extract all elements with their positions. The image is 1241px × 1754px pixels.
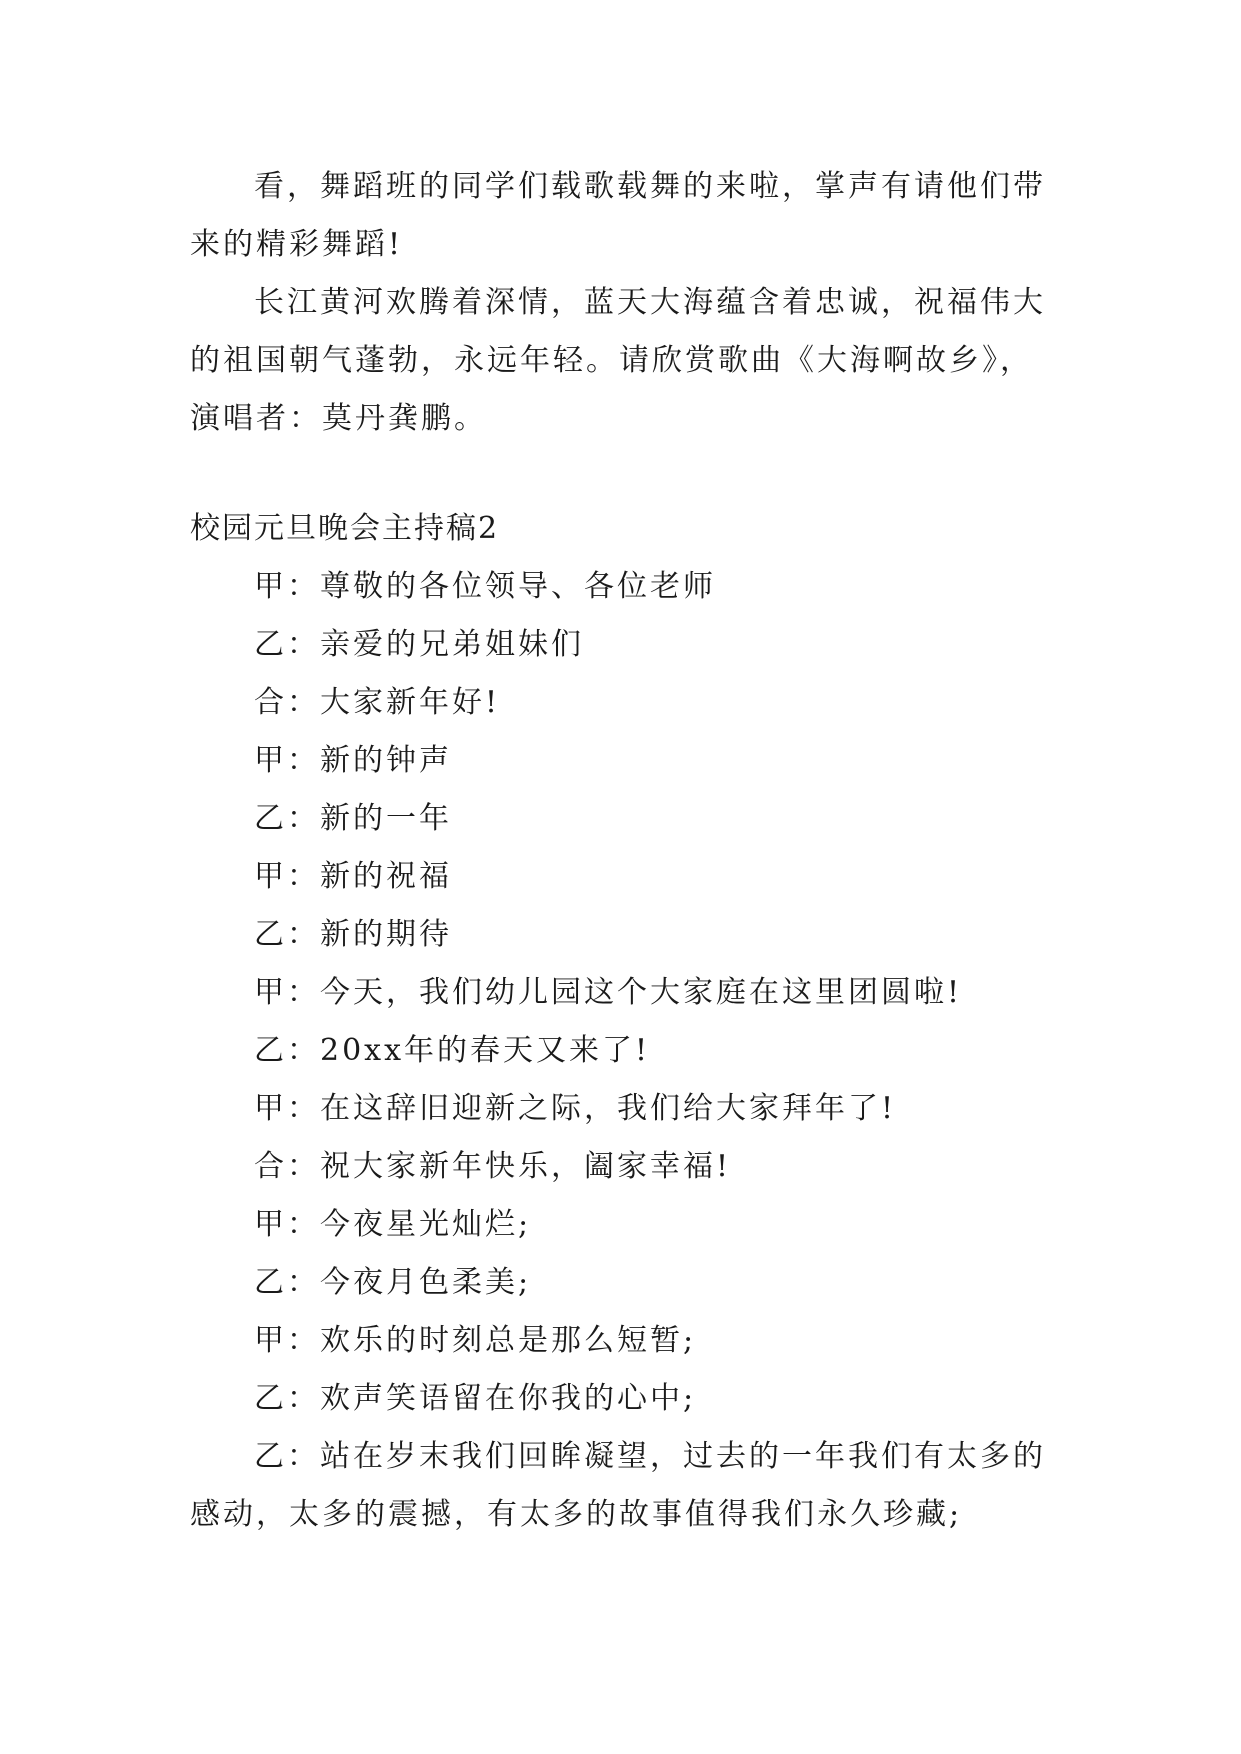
section-title: 校园元旦晚会主持稿2 <box>190 511 500 546</box>
dialogue-line: 乙：欢声笑语留在你我的心中; <box>254 1381 697 1416</box>
dialogue-line: 甲：新的祝福 <box>254 859 452 894</box>
dialogue-line: 合：祝大家新年快乐，阖家幸福! <box>254 1149 732 1184</box>
paragraph-song-intro: 长江黄河欢腾着深情，蓝天大海蕴含着忠诚，祝福伟大的祖国朝气蓬勃，永远年轻。请欣赏歌曲《大海啊故乡》，演唱者：莫丹龚鹏。 <box>190 285 1046 436</box>
dialogue-line: 乙：亲爱的兄弟姐妹们 <box>254 627 584 662</box>
dialogue-line: 乙：20xx年的春天又来了! <box>254 1033 651 1068</box>
dialogue-line: 甲：尊敬的各位领导、各位老师 <box>254 569 716 604</box>
dialogue-line: 甲：新的钟声 <box>254 743 452 778</box>
dialogue-line: 乙：新的期待 <box>254 917 452 952</box>
dialogue-line: 合：大家新年好! <box>254 685 501 720</box>
dialogue-line: 甲：今夜星光灿烂; <box>254 1207 532 1242</box>
dialogue-line: 乙：新的一年 <box>254 801 452 836</box>
paragraph-closing: 乙：站在岁末我们回眸凝望，过去的一年我们有太多的感动，太多的震撼，有太多的故事值得我们永久珍藏; <box>190 1439 1046 1532</box>
dialogue-line: 甲：今天，我们幼儿园这个大家庭在这里团圆啦! <box>254 975 963 1010</box>
dialogue-list <box>190 558 1050 1428</box>
dialogue-line: 甲：欢乐的时刻总是那么短暂; <box>254 1323 697 1358</box>
document-body <box>190 158 1050 1544</box>
paragraph-dance-intro: 看，舞蹈班的同学们载歌载舞的来啦，掌声有请他们带来的精彩舞蹈! <box>190 169 1046 262</box>
dialogue-line: 甲：在这辞旧迎新之际，我们给大家拜年了! <box>254 1091 897 1126</box>
dialogue-line: 乙：今夜月色柔美; <box>254 1265 532 1300</box>
